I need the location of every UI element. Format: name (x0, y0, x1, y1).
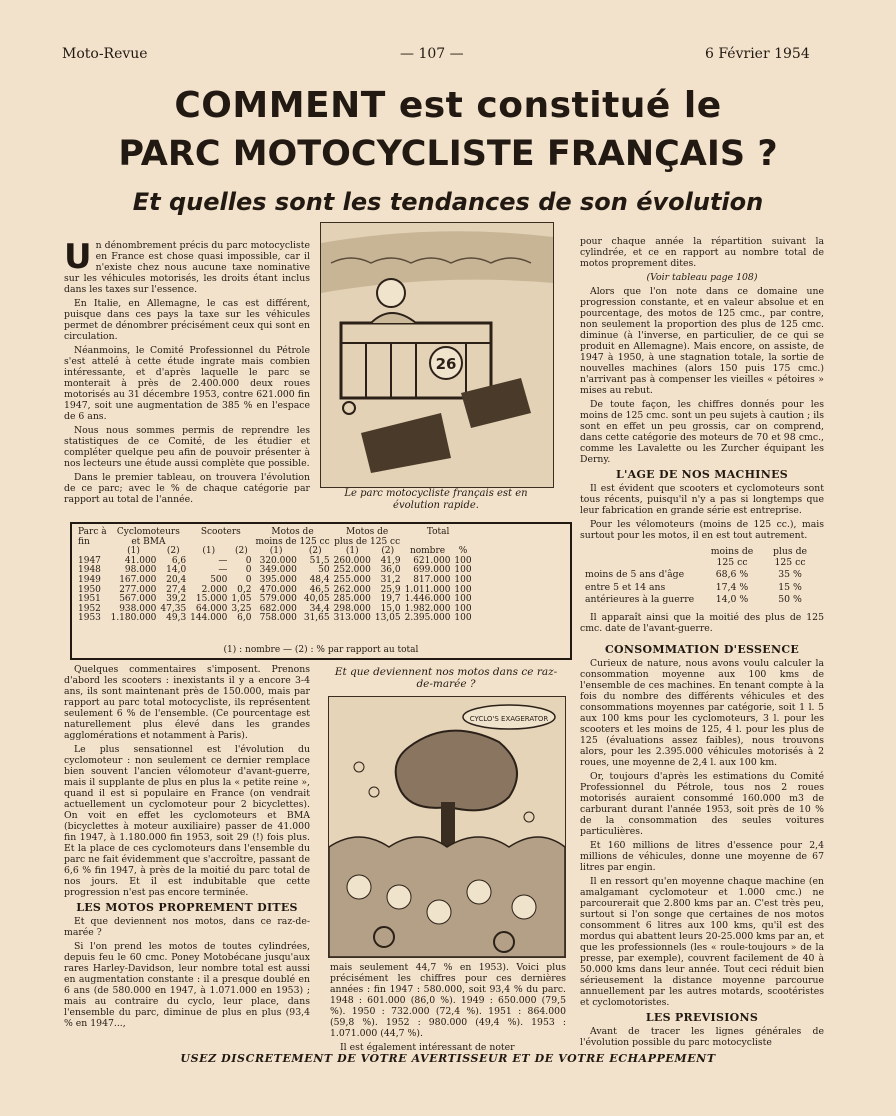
table-subheader: (2) (381, 546, 395, 557)
table-year-cell: 1952 (78, 603, 101, 614)
statistics-table (76, 528, 474, 624)
paragraph: n dénombrement précis du parc motocycliste en France est chose quasi impossible, car il n'existe chez nous aucune taxe nominative sur les véhicules motorisés, les droits étant inclus dans les taxes sur l'essence. (64, 240, 310, 295)
table-header: moins de 125 cc (255, 536, 330, 547)
table-cell: 621.000 (413, 555, 451, 566)
table-cell: 98.000 (124, 565, 157, 576)
age-cell: 35 % (778, 569, 802, 580)
table-year-cell: 1948 (78, 565, 101, 576)
table-subheader: (1) (345, 546, 359, 557)
table-cell: 100 (454, 555, 472, 566)
table-subheader: (2) (166, 546, 180, 557)
headline-line2: PARC MOTOCYCLISTE FRANÇAIS ? (118, 134, 778, 174)
table-cell: 938.000 (119, 603, 157, 614)
age-cell: 17,4 % (715, 581, 749, 593)
paragraph: Et que deviennent nos motos, dans ce raz-de-marée ? (64, 916, 310, 938)
table-cell: 100 (454, 613, 472, 624)
table-cell: 260.000 (333, 555, 371, 566)
statistics-table-box (70, 522, 572, 660)
table-cell: 100 (454, 603, 472, 614)
table-subheader: (1) (269, 546, 283, 557)
table-body (76, 557, 474, 624)
table-row (76, 614, 474, 624)
table-cell: — (218, 565, 228, 576)
table-cell: 167.000 (119, 574, 157, 585)
table-cell: 41.000 (124, 555, 157, 566)
table-cell: 1.180.000 (110, 613, 157, 624)
age-table (580, 545, 820, 608)
table-cell: 682.000 (259, 603, 297, 614)
paragraph: En Italie, en Allemagne, le cas est différent, puisque dans ces pays la taxe sur les véhicules permet de dénombrer précisément ceux qui sont en circulation. (64, 298, 310, 342)
table-cell: 144.000 (190, 613, 228, 624)
table-legend: (1) : nombre — (2) : % par rapport au total (223, 645, 419, 655)
table-cell: 50 (318, 565, 330, 576)
paragraph: Dans le premier tableau, on trouvera l'évolution de ce parc; avec le % de chaque catégorie par rapport au total de l'année. (64, 472, 310, 505)
age-cell: 14,0 % (715, 594, 749, 605)
race-number-badge: 26 (435, 355, 457, 373)
age-cell: 15 % (778, 581, 802, 593)
cartoon-drawing (321, 223, 553, 487)
cartoon-illustration-2 (328, 696, 566, 958)
table-cell: 817.000 (413, 574, 451, 585)
paragraph: mais seulement 44,7 % en 1953). Voici plus précisément les chiffres pour ces dernières années : fin 1947 : 580.000, soit 93,4 % du parc. 1948 : 601.000 (86,0 %). 1949 : 650.000 (79,5 %). 1950 : 732.000 (72,4 %). 1951 : 864.000 (59,8 %). 1952 : 980.000 (49,4 %). 1953 : 1.071.000 (44,7 %). (330, 962, 566, 1039)
table-cell: 100 (454, 574, 472, 585)
paragraph: Le plus sensationnel est l'évolution du cyclomoteur : non seulement ce dernier remplace bien souvent l'ancien vélomoteur d'avant-guerre, mais il supplante de plus en plus la « petite reine », quand il est si populaire en France (on vendrait actuellement un cyclomoteur pour 2 bicyclettes). On voit en effet les cyclomoteurs et BMA (bicyclettes à moteur auxiliaire) passer de 41.000 fin 1947, à 1.180.000 fin 1953, soit 29 (!) fois plus. Et la place de ces cyclomoteurs dans l'ensemble du parc ne fait évidemment que s'accroître, passant de 6,6 % fin 1947, à près de la moitié du parc total de nos jours. Et il est indubitable que cette progression n'est pas encore terminée. (64, 744, 310, 898)
paragraph: Il apparaît ainsi que la moitié des plus de 125 cmc. date de l'avant-guerre. (580, 611, 824, 634)
cartoon-drawing (329, 697, 565, 957)
paragraph: Et 160 millions de litres d'essence pour 2,4 millions de véhicules, donne une moyenne de 67 litres par engin. (580, 840, 824, 873)
table-header: Motos de (345, 527, 389, 537)
age-col-head: moins de 125 cc (710, 546, 754, 568)
table-cell: 100 (454, 594, 472, 605)
footer-slogan: USEZ DISCRETEMENT DE VOTRE AVERTISSEUR ET DE VOTRE ECHAPPEMENT (180, 1052, 716, 1065)
table-subheader: (1) (127, 546, 140, 557)
page-number: — 107 — (400, 46, 464, 62)
table-cell: — (218, 555, 228, 566)
table-cell: 100 (454, 565, 472, 576)
table-cell: 567.000 (119, 594, 157, 605)
headline-line1: COMMENT est constitué le (174, 85, 722, 126)
table-year-cell: 1953 (78, 613, 101, 624)
table-cell: 6,0 (237, 613, 252, 624)
paragraph: De toute façon, les chiffres donnés pour les moins de 125 cmc. sont un peu sujets à caution ; ils sont en effet un peu grossis, car on comprend, dans cette catégorie des moteurs de 70 et 98 cmc., comme les Lavalette ou les Zurcher équipant les Derny. (580, 399, 824, 465)
table-cell: 277.000 (119, 584, 157, 595)
table-cell: 313.000 (333, 613, 371, 624)
figure-caption: Le parc motocycliste français est en évolution rapide. (344, 488, 528, 511)
table-cell: 25,9 (380, 584, 401, 595)
table-reference: (Voir tableau page 108) (646, 272, 758, 283)
table-cell: 0,2 (237, 584, 252, 595)
table-cell: 39,2 (166, 594, 187, 605)
drop-cap: U (64, 237, 92, 277)
table-cell: 48,4 (309, 574, 330, 585)
blimp-banner: CYCLO'S EXAGERATOR (469, 715, 549, 723)
table-cell: 255.000 (333, 574, 371, 585)
table-cell: 15.000 (195, 594, 228, 605)
table-cell: 2.000 (201, 584, 228, 595)
table-cell: 14,0 (166, 565, 187, 576)
section-heading: LES PREVISIONS (645, 1011, 759, 1024)
table-cell: 19,7 (380, 594, 401, 605)
table-cell: 31,2 (380, 574, 401, 585)
table-cell: 3,25 (231, 603, 252, 614)
table-subheader: (1) (202, 546, 216, 557)
table-subheader: nombre (409, 546, 446, 557)
age-row-label: entre 5 et 14 ans (585, 581, 666, 593)
table-cell: 0 (245, 555, 252, 566)
table-cell: 1,05 (231, 594, 252, 605)
column-1-top (64, 237, 310, 508)
section-heading: L'AGE DE NOS MACHINES (615, 468, 789, 481)
paragraph: Avant de tracer les lignes générales de l'évolution possible du parc motocycliste (580, 1026, 824, 1048)
table-cell: 13,05 (374, 613, 401, 624)
paragraph: Si l'on prend les motos de toutes cylindrées, depuis feu le 60 cmc. Poney Motobécane jusqu'aux rares Harley-Davidson, leur nombre total est aussi en augmentation constante : il a presque doublé en 6 ans (de 580.000 en 1947, à 1.071.000 en 1953) ; mais au contraire du cyclo, leur place, dans l'ensemble du parc, diminue de plus en plus (93,4 % en 1947..., (64, 941, 310, 1029)
table-cell: 100 (454, 584, 472, 595)
table-header: Scooters (200, 527, 241, 537)
column-3-bottom (580, 640, 824, 1051)
table-header: Total (426, 527, 450, 537)
table-cell: 6,6 (171, 555, 187, 566)
table-subheader: (2) (235, 546, 248, 557)
table-cell: 34,4 (309, 603, 330, 614)
magazine-name: Moto-Revue (62, 46, 148, 62)
table-cell: 41,9 (380, 555, 401, 566)
paragraph: Nous nous sommes permis de reprendre les statistiques de ce Comité, de les étudier et compléter quelque peu afin de pouvoir présenter à nos lecteurs une étude aussi complète que possible. (64, 425, 310, 469)
section-heading: LES MOTOS PROPREMENT DITES (76, 901, 298, 914)
table-cell: 47,35 (160, 603, 187, 614)
headline-subtitle: Et quelles sont les tendances de son évolution (132, 188, 764, 216)
paragraph: Pour les vélomoteurs (moins de 125 cc.), mais surtout pour les motos, il en est tout autrement. (580, 519, 824, 541)
table-cell: 2.395.000 (404, 613, 451, 624)
table-cell: 64.000 (195, 603, 228, 614)
table-cell: 262.000 (333, 584, 371, 595)
age-cell: 50 % (778, 594, 802, 605)
section-heading: CONSOMMATION D'ESSENCE (604, 643, 800, 656)
issue-date: 6 Février 1954 (705, 46, 810, 62)
table-subheader: % (458, 546, 468, 557)
table-cell: 20,4 (166, 574, 187, 585)
age-col-head: plus de 125 cc (772, 546, 808, 568)
table-year-cell: 1949 (78, 574, 101, 585)
table-cell: 49,3 (166, 613, 187, 624)
table-cell: 285.000 (333, 594, 371, 605)
cartoon-illustration-1 (320, 222, 554, 488)
age-row-label: moins de 5 ans d'âge (585, 569, 685, 580)
table-cell: 1.446.000 (404, 594, 451, 605)
paragraph: pour chaque année la répartition suivant la cylindrée, et ce en rapport au nombre total de motos proprement dites. (580, 236, 824, 269)
table-cell: 395.000 (259, 574, 297, 585)
column-2-bottom (330, 962, 566, 1056)
table-cell: 320.000 (259, 555, 297, 566)
table-cell: 1.982.000 (404, 603, 451, 614)
table-cell: 46,5 (309, 584, 330, 595)
table-cell: 349.000 (259, 565, 297, 576)
paragraph: Alors que l'on note dans ce domaine une progression constante, et en valeur absolue et en pourcentage, des motos de 125 cmc., par contre, non seulement la proportion des plus de 125 cmc. diminue (à l'inverse, en particulier, de ce qui se produit en Allemagne). Mais encore, on assiste, de 1947 à 1950, à une stagnation totale, la sortie de nouvelles machines (alors 150 puis 175 cmc.) n'arrivant pas à compenser les vieilles « pétoires » mises au rebut. (580, 286, 824, 396)
paragraph: Il est évident que scooters et cyclomoteurs sont tous récents, puisqu'il n'y a pas si longtemps que leur fabrication en grande série est entreprise. (580, 483, 824, 516)
table-cell: 0 (245, 574, 252, 585)
paragraph: Quelques commentaires s'imposent. Prenons d'abord les scooters : inexistants il y a encore 3-4 ans, ils sont maintenant près de 150.000, mais par rapport au parc total motocycliste, ils représentent seulement 6 % de l'ensemble. (Ce pourcentage est naturellement plus élevé dans les grandes agglomérations et notamment à Paris). (64, 664, 310, 741)
figure-question: Et que deviennent nos motos dans ce raz-de-marée ? (334, 666, 558, 690)
paragraph: Or, toujours d'après les estimations du Comité Professionnel du Pétrole, tous nos 2 roues motorisés auraient consommé 160.000 m3 de carburant durant l'année 1953, soit près de 10 % de la consommation des seules voitures particulières. (580, 771, 824, 837)
table-cell: 31,65 (303, 613, 330, 624)
table-header: fin (78, 536, 90, 547)
table-cell: 51,5 (309, 555, 330, 566)
table-cell: 15,0 (380, 603, 401, 614)
table-year-cell: 1951 (78, 594, 101, 605)
table-cell: 500 (210, 574, 228, 585)
paragraph: Curieux de nature, nous avons voulu calculer la consommation moyenne aux 100 kms de l'ensemble de ces machines. En tenant compte à la fois du nombre des différents véhicules et des consommations moyennes par catégorie, soit 1 l. 5 aux 100 kms pour les cyclomoteurs, 3 l. pour les scooters et les moins de 125, 4 l. pour les plus de 125 (évaluations assez faibles), nous trouvons alors, pour les 2.395.000 véhicules motorisés à 2 roues, une moyenne de 2,4 l. aux 100 km. (580, 658, 824, 768)
table-header: plus de 125 cc (334, 536, 401, 547)
paragraph: Néanmoins, le Comité Professionnel du Pétrole s'est attelé à cette étude ingrate mais combien intéressante, et d'après laquelle le parc se monterait à près de 2.400.000 deux roues motorisés au 31 décembre 1953, contre 621.000 fin 1947, soit une augmentation de 385 % en l'espace de 6 ans. (64, 345, 310, 422)
column-1-bottom (64, 664, 310, 1032)
age-row-label: antérieures à la guerre (585, 594, 695, 605)
paragraph: Il est également intéressant de noter (340, 1042, 515, 1053)
table-cell: 579.000 (259, 594, 297, 605)
table-cell: 298.000 (333, 603, 371, 614)
table-header: Cyclomoteurs (116, 527, 180, 537)
age-cell: 68,6 % (715, 569, 749, 580)
table-header: Motos de (271, 527, 314, 537)
table-cell: 758.000 (259, 613, 297, 624)
table-cell: 0 (245, 565, 252, 576)
table-year-cell: 1950 (78, 584, 101, 595)
paragraph: Il en ressort qu'en moyenne chaque machine (en amalgamant cyclomoteur et 1.000 cmc.) ne parcourerait que 2.800 kms par an. C'est très peu, surtout si l'on songe que certaines de nos motos consomment 6 litres aux 100 kms, qu'il est des mordus qui abattent leurs 20-25.000 kms par an, et que les professionnels (les « roule-toujours » de la presse, par exemple), couvrent facilement de 40 à 50.000 kms dans leur année. Tout ceci réduit bien sérieusement la distance moyenne parcourue annuellement par les autres motards, scootéristes et cyclomotoristes. (580, 876, 824, 1008)
table-cell: 27,4 (166, 584, 187, 595)
table-cell: 36,0 (380, 565, 401, 576)
table-year-cell: 1947 (78, 555, 101, 566)
table-cell: 470.000 (259, 584, 297, 595)
table-header: Parc à (78, 527, 107, 537)
table-cell: 699.000 (413, 565, 451, 576)
column-3-top (580, 236, 824, 637)
table-cell: 40,05 (303, 594, 330, 605)
table-cell: 1.011.000 (404, 584, 451, 595)
table-subheader: (2) (308, 546, 322, 557)
table-cell: 252.000 (333, 565, 371, 576)
table-header: et BMA (131, 536, 166, 547)
